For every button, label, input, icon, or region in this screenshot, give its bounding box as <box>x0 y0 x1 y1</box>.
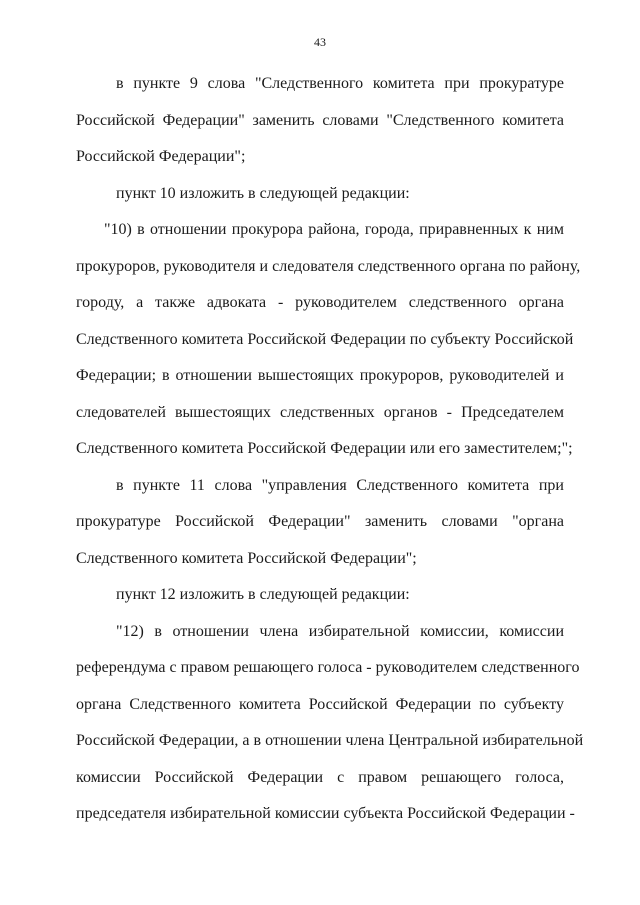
text-line: Федерации; в отношении вышестоящих прокуроров, руководителей и <box>76 367 564 384</box>
text-line: прокуроров, руководителя и следователя следственного органа по району, <box>76 258 581 275</box>
text-line: следователей вышестоящих следственных органов - Председателем <box>76 404 564 421</box>
text-line: референдума с правом решающего голоса - руководителем следственного <box>76 659 580 676</box>
text-line: органа Следственного комитета Российской Федерации по субъекту <box>76 696 564 713</box>
text-line: в пункте 9 слова "Следственного комитета при прокуратуре <box>116 75 564 92</box>
text-line: Следственного комитета Российской Федерации или его заместителем;"; <box>76 440 573 457</box>
text-line: пункт 12 изложить в следующей редакции: <box>116 586 410 603</box>
text-line: Российской Федерации"; <box>76 148 246 165</box>
text-line: Следственного комитета Российской Федерации"; <box>76 550 417 567</box>
text-line: "12) в отношении члена избирательной комиссии, комиссии <box>116 623 564 640</box>
text-line: Российской Федерации, а в отношении члена Центральной избирательной <box>76 732 584 749</box>
text-line: в пункте 11 слова "управления Следственного комитета при <box>116 477 564 494</box>
text-line: городу, а также адвоката - руководителем следственного органа <box>76 294 564 311</box>
text-line: прокуратуре Российской Федерации" заменить словами "органа <box>76 513 564 530</box>
text-line: комиссии Российской Федерации с правом решающего голоса, <box>76 769 564 786</box>
text-line: пункт 10 изложить в следующей редакции: <box>116 185 410 202</box>
text-line: "10) в отношении прокурора района, города, приравненных к ним <box>104 221 564 238</box>
text-line: Следственного комитета Российской Федерации по субъекту Российской <box>76 331 574 348</box>
page-number: 43 <box>314 35 326 49</box>
text-line: председателя избирательной комиссии субъекта Российской Федерации - <box>76 805 575 822</box>
text-line: Российской Федерации" заменить словами "Следственного комитета <box>76 112 564 129</box>
